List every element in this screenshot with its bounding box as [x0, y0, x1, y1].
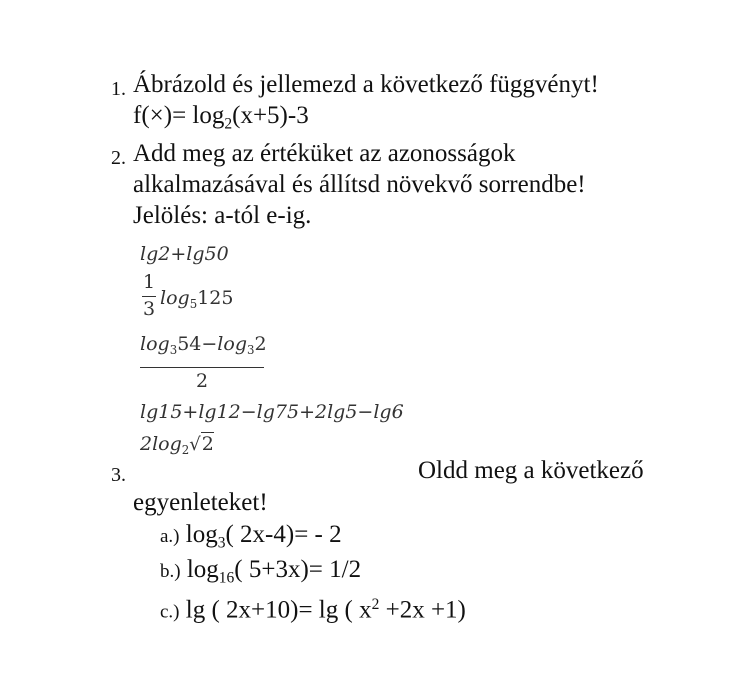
expression-b-denominator: 3 — [142, 298, 156, 320]
problem1-function — [133, 101, 309, 139]
problem3-number: 3. — [111, 464, 126, 486]
expression-c-log2: log — [217, 333, 247, 355]
expression-c-numerator — [140, 332, 267, 362]
expression-d: lg15+lg12−lg75+2lg5−lg6 — [140, 401, 404, 423]
problem1-function-suffix: (x+5)-3 — [232, 102, 309, 129]
expression-e-radicand: 2 — [201, 433, 214, 455]
expression-c-log1: log — [140, 333, 170, 355]
equation-b-rest: ( 5+3x)= 1/2 — [234, 556, 362, 583]
square-root-icon: √ — [189, 434, 201, 455]
expression-c-arg1: 54− — [177, 333, 218, 355]
equation-b — [160, 555, 361, 593]
problem3-line1: Oldd meg a következő — [418, 457, 644, 484]
expression-e — [140, 432, 214, 462]
problem1-text: Ábrázold és jellemezd a következő függvényt! — [133, 71, 599, 98]
equation-a — [160, 520, 342, 558]
problem2-line2: alkalmazásával és állítsd növekvő sorrendbe! — [133, 171, 586, 198]
equation-b-base: 16 — [218, 569, 235, 587]
equation-c-left: lg ( 2x+10)= lg ( x — [185, 596, 372, 624]
expression-c-base1: 3 — [169, 343, 178, 358]
equation-a-rest: ( 2x-4)= - 2 — [225, 521, 342, 548]
equation-b-log: log — [186, 556, 219, 583]
problem2-line3: Jelölés: a-tól e-ig. — [133, 202, 312, 229]
equation-a-log: log — [185, 521, 218, 548]
problem1-number: 1. — [111, 78, 126, 100]
equation-a-label: a.) — [160, 526, 180, 547]
equation-c-right: +2x +1) — [379, 596, 466, 624]
expression-b-numerator: 1 — [142, 271, 156, 293]
equation-a-base: 3 — [217, 534, 226, 552]
expression-b-base: 5 — [189, 297, 198, 312]
equation-c-exponent: 2 — [371, 596, 380, 613]
expression-e-coefficient: 2log — [140, 433, 182, 455]
expression-c — [140, 332, 270, 396]
problem3-line2: egyenleteket! — [133, 489, 268, 516]
expression-a: lg2+lg50 — [140, 243, 229, 265]
equation-b-label: b.) — [160, 561, 181, 582]
expression-c-fraction-bar — [140, 367, 264, 368]
expression-b-log — [160, 286, 233, 316]
problem2-number: 2. — [111, 147, 126, 169]
problem2-line1: Add meg az értéküket az azonosságok — [133, 140, 516, 167]
expression-b-argument: 125 — [197, 287, 234, 309]
expression-e-base: 2 — [181, 443, 190, 458]
problem1-function-base: 2 — [224, 115, 233, 133]
expression-b — [140, 270, 270, 324]
expression-c-arg2: 2 — [254, 333, 267, 355]
expression-b-log-word: log — [160, 287, 190, 309]
expression-c-base2: 3 — [246, 343, 255, 358]
equation-c — [160, 590, 466, 628]
expression-c-denominator: 2 — [195, 370, 209, 392]
equation-c-label: c.) — [160, 601, 180, 623]
problem1-function-prefix: f(×)= log — [133, 102, 225, 129]
